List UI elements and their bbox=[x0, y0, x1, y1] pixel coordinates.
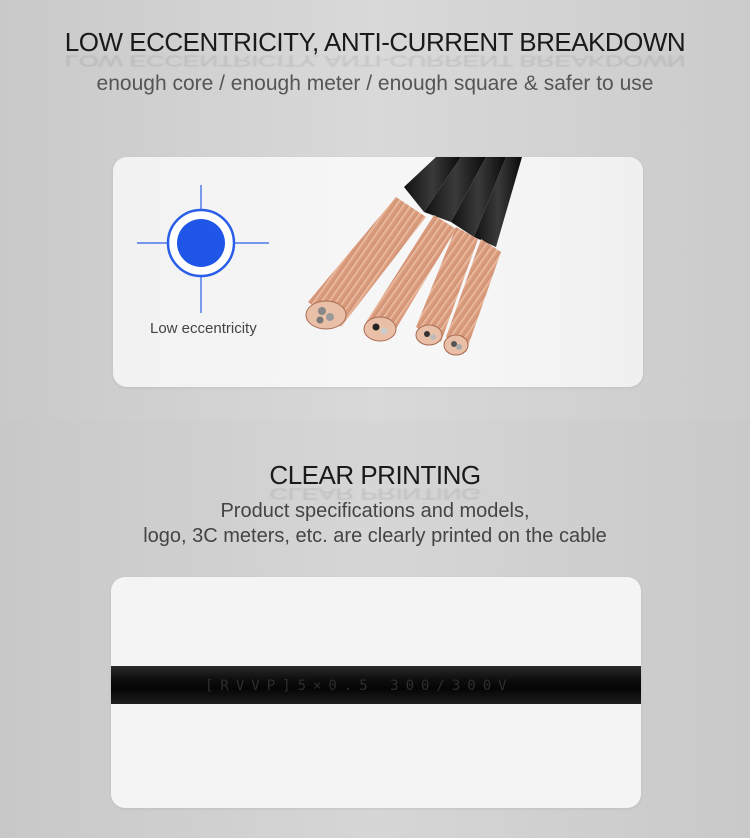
diagram-caption: Low eccentricity bbox=[150, 320, 257, 337]
title-reflection: CLEAR PRINTING bbox=[269, 484, 481, 503]
shielded-cable-image bbox=[296, 157, 526, 377]
section-title-printing: CLEAR PRINTING bbox=[269, 460, 481, 490]
section-subtitle-eccentricity: enough core / enough meter / enough square & safer to use bbox=[96, 72, 654, 95]
crosshair-target-icon bbox=[137, 185, 269, 313]
section-title-eccentricity: LOW ECCENTRICITY, ANTI-CURRENT BREAKDOWN bbox=[64, 27, 686, 57]
cable-print-text: [RVVP]5×0.5 300/300V bbox=[205, 678, 514, 694]
section-subtitle-printing-line2: logo, 3C meters, etc. are clearly printed on the cable bbox=[143, 525, 607, 547]
title-reflection: LOW ECCENTRICITY, ANTI-CURRENT BREAKDOWN bbox=[64, 51, 686, 70]
section-subtitle-printing-line1: Product specifications and models, bbox=[220, 500, 530, 522]
